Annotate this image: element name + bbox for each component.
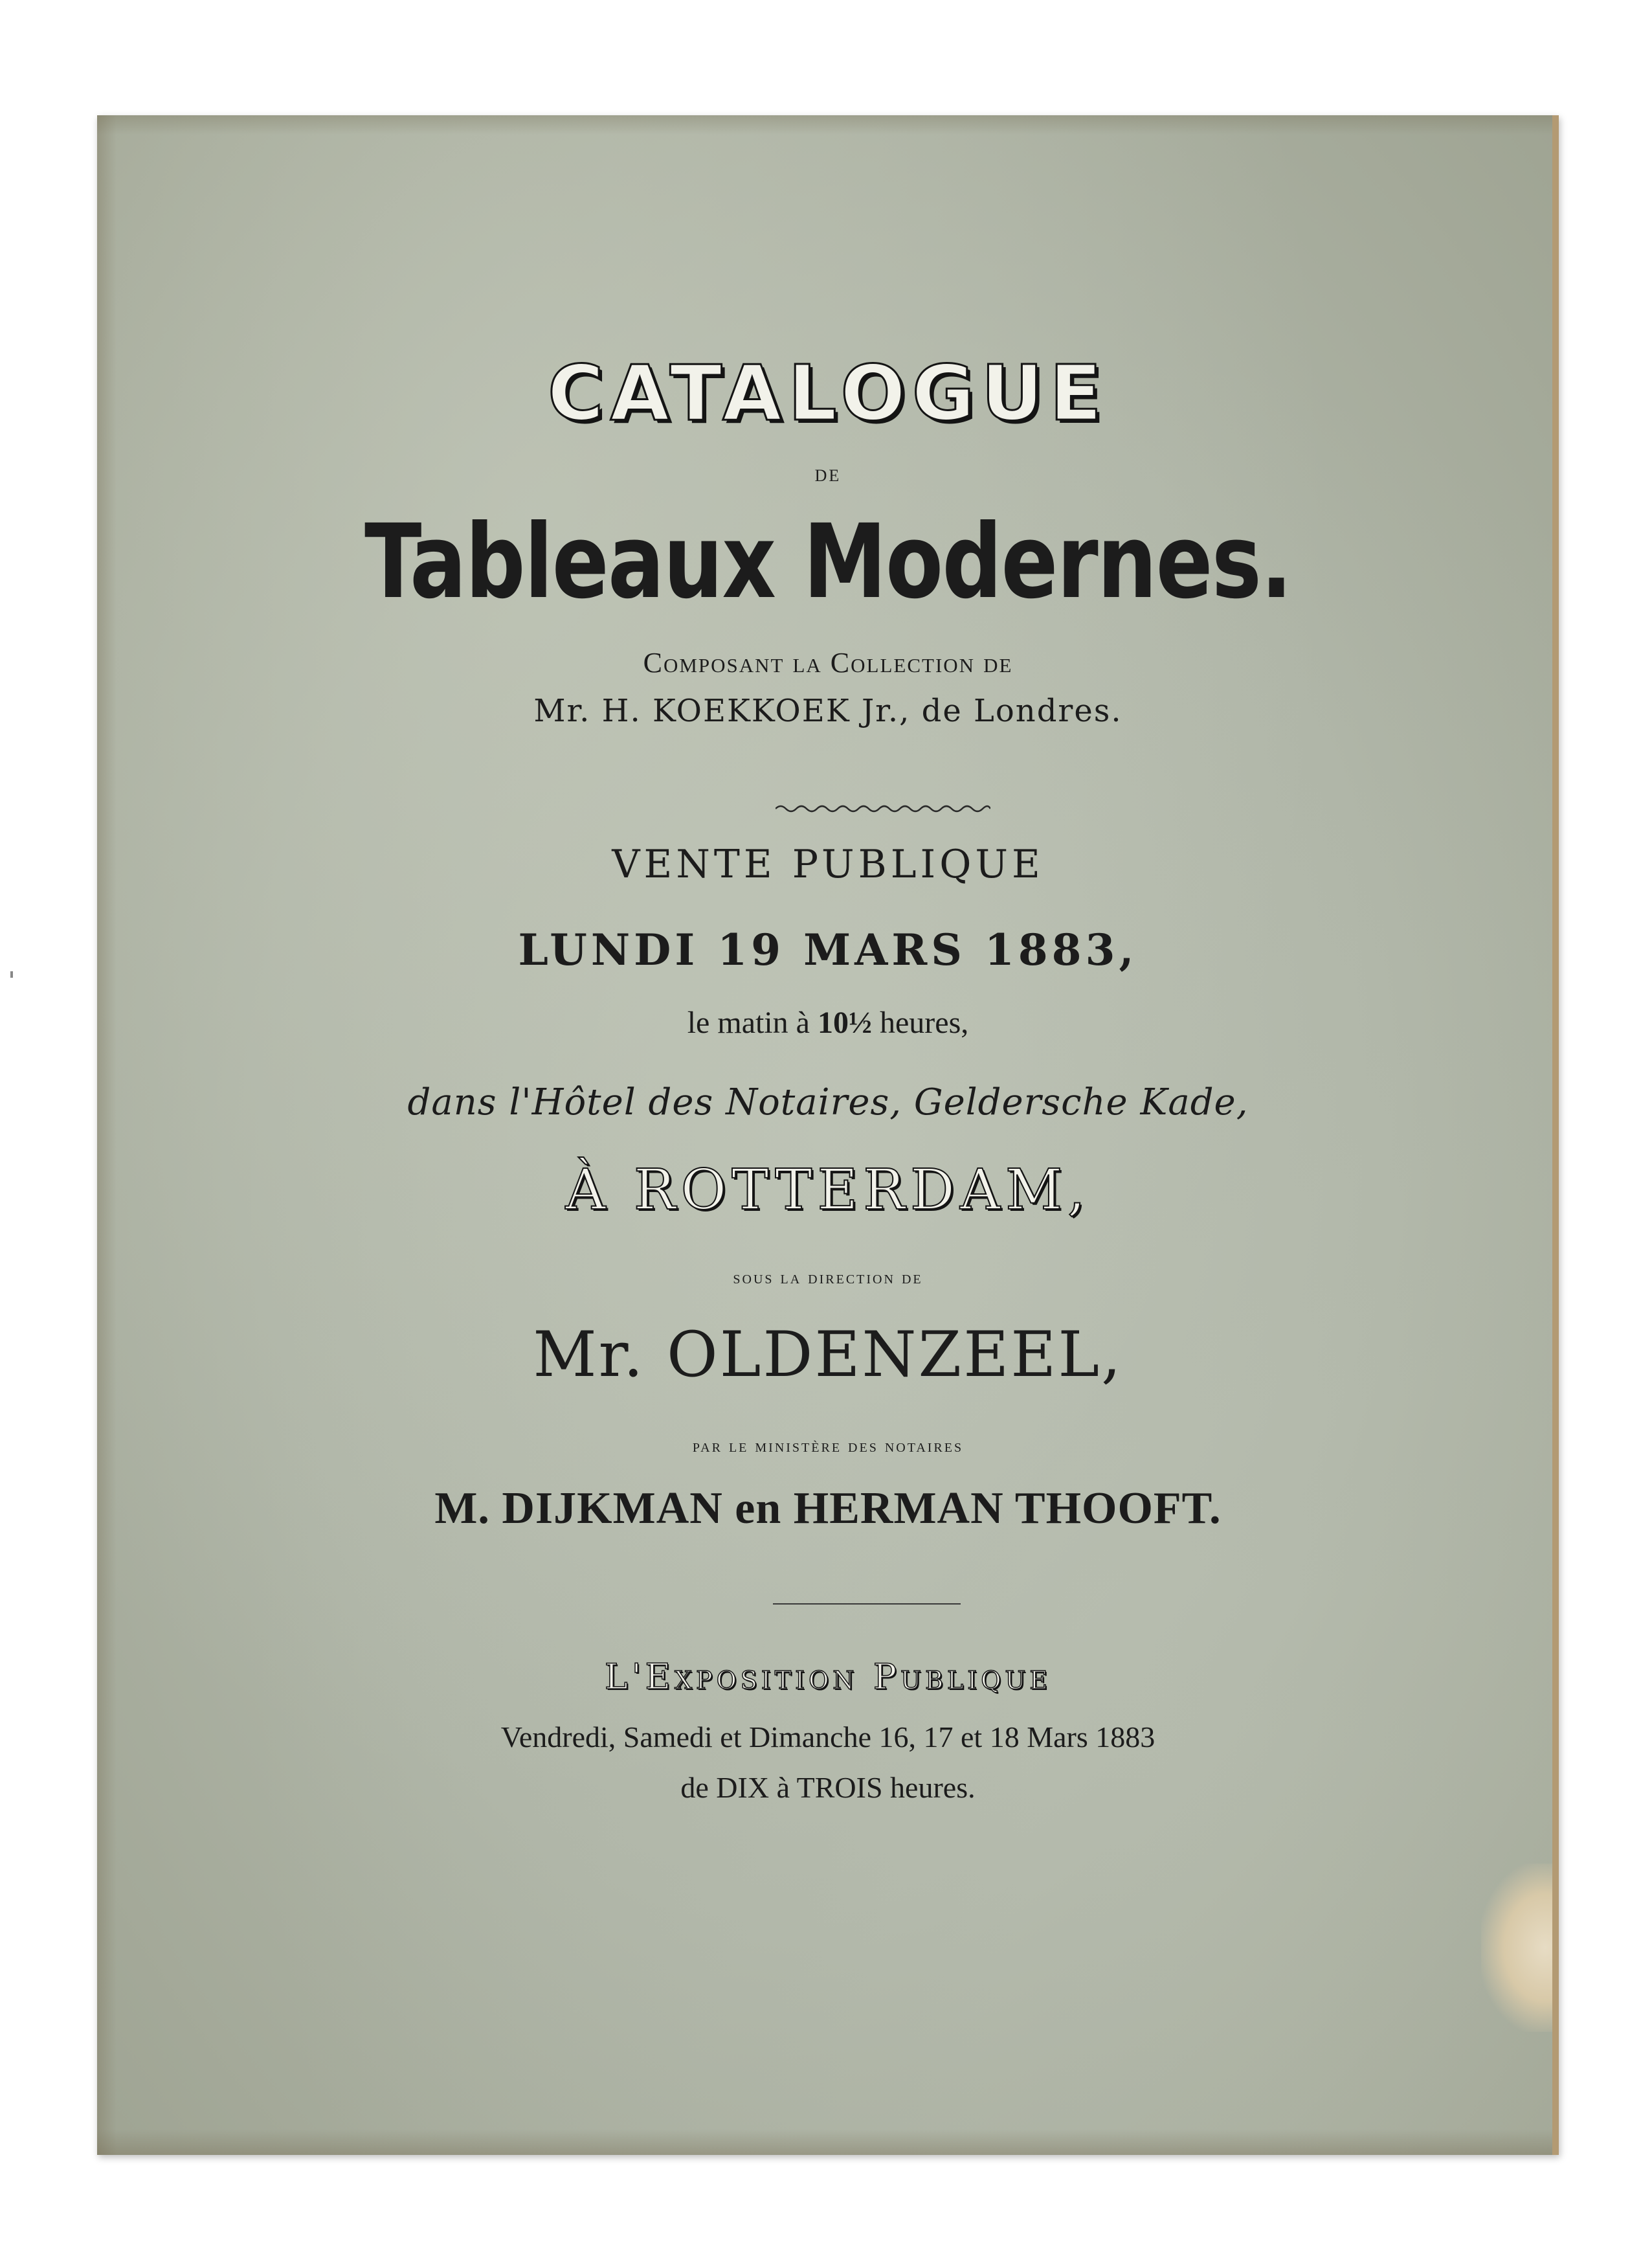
collector-name: Mr. H. KOEKKOEK Jr., de Londres. — [533, 693, 1122, 729]
de-connector: DE — [814, 466, 842, 485]
cover-text-block — [97, 115, 1559, 2155]
margin-speck — [10, 971, 13, 978]
sale-time — [97, 1005, 1559, 1041]
sale-time-prefix: le matin à — [687, 1006, 818, 1040]
sale-time-suffix: heures, — [871, 1006, 969, 1040]
catalogue-heading: CATALOGUE — [548, 348, 1108, 438]
exhibition-hours: de DIX à TROIS heures. — [680, 1771, 976, 1804]
exhibition-days: Vendredi, Samedi et Dimanche 16, 17 et 18 Mars 1883 — [500, 1720, 1155, 1753]
collection-intro: Composant la Collection de — [643, 647, 1013, 679]
wavy-divider — [776, 802, 990, 816]
sale-time-hour: 10½ — [817, 1006, 872, 1040]
catalogue-cover — [97, 115, 1559, 2155]
sale-date: LUNDI 19 MARS 1883, — [518, 925, 1138, 975]
horizontal-rule — [773, 1603, 961, 1605]
notaries-names: M. DIJKMAN en HERMAN THOOFT. — [434, 1483, 1222, 1533]
sale-city: À ROTTERDAM, — [565, 1158, 1091, 1223]
director-name: Mr. OLDENZEEL, — [533, 1318, 1123, 1391]
direction-intro: sous la direction de — [733, 1268, 923, 1288]
sale-venue: dans l'Hôtel des Notaires, Geldersche Kade, — [407, 1081, 1249, 1123]
cover-title: Tableaux Modernes. — [364, 502, 1291, 622]
sale-heading: VENTE PUBLIQUE — [612, 842, 1044, 887]
exhibition-heading: L'Exposition Publique — [604, 1656, 1052, 1697]
notaries-intro: par le ministère des notaires — [692, 1436, 964, 1456]
